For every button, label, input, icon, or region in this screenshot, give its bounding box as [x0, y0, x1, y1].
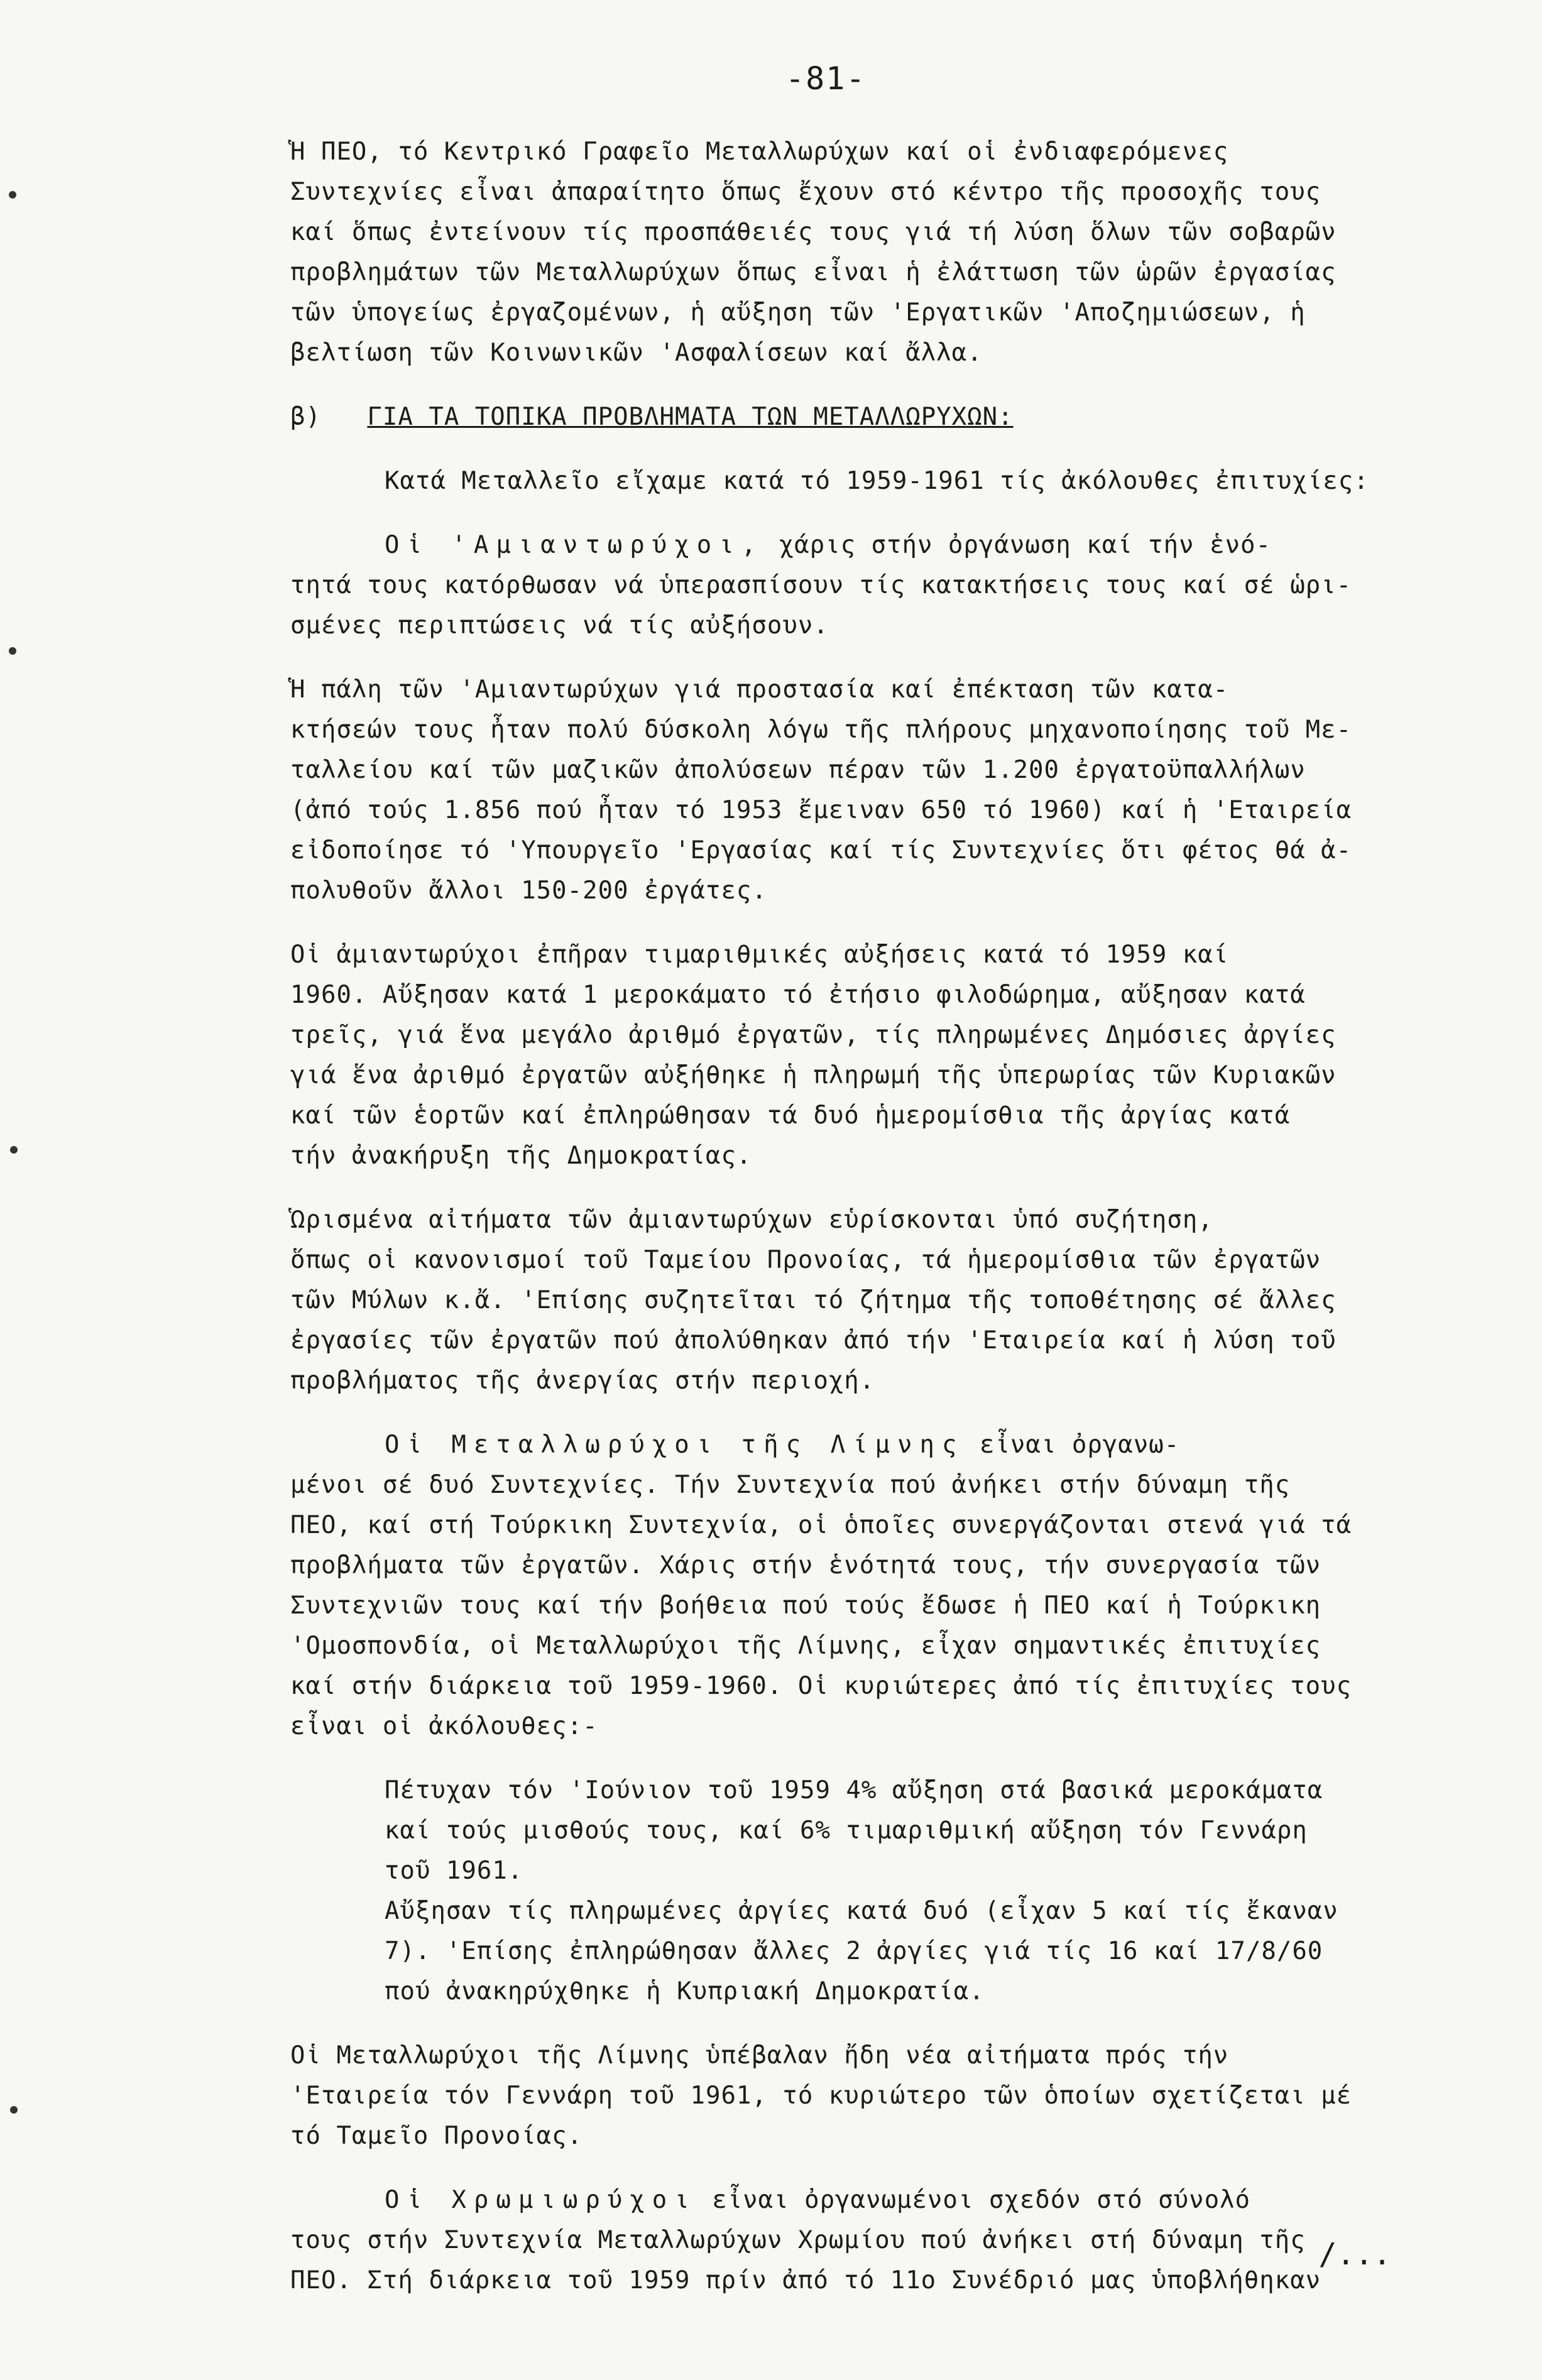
page-number: -81- — [785, 60, 867, 97]
chromium-paragraph-text: εἶναι ὀργανωμένοι σχεδόν στό σύνολό τους στήν Συντεχνία Μεταλλωρύχων Χρωμίου πού ἀνήκει στή δύναμη τῆς ΠΕΟ. Στή διάρκεια τοῦ 1959 πρίν ἀπό τό 11ο Συνέδριό μας ὑποβλήθηκαν — [290, 2186, 1321, 2295]
asbestos-raises-paragraph: Οἱ ἀμιαντωρύχοι ἐπῆραν τιμαριθμικές αὐξήσεις κατά τό 1959 καί 1960. Αὔξησαν κατά 1 μεροκάματο τό ἐτήσιο φιλοδώρημα, αὔξησαν κατά τρεῖς, γιά ἕνα μεγάλο ἀριθμό ἐργατῶν, τίς πληρωμένες Δημόσιες ἀργίες γιά ἕνα ἀριθμό ἐργατῶν αὐξήθηκε ἡ πληρωμή τῆς ὑπερωρίας τῶν Κυριακῶν καί τῶν ἑορτῶν καί ἐπληρώθησαν τά δυό ἡμερομίσθια τῆς ἀργίας κατά τήν ἀνακήρυξη τῆς Δημοκρατίας. — [290, 941, 1337, 1170]
asbestos-pending-paragraph: Ὡρισμένα αἰτήματα τῶν ἀμιαντωρύχων εὑρίσκονται ὑπό συζήτηση, ὅπως οἱ κανονισμοί τοῦ Ταμείου Προνοίας, τά ἡμερομίσθια τῶν ἐργατῶν τῶν Μύλων κ.ἄ. 'Επίσης συζητεῖται τό ζήτημα τῆς τοποθέτησης σέ ἄλλες ἐργασίες τῶν ἐργατῶν πού ἀπολύθηκαν ἀπό τήν 'Εταιρεία καί ἡ λύση τοῦ προβλήματος τῆς ἀνεργίας στήν περιοχή. — [290, 1206, 1337, 1395]
margin-dot — [10, 2106, 18, 2114]
asbestos-group-label: Οἱ 'Αμιαντωρύχοι, — [385, 531, 764, 559]
limni-wins-list: Πέτυχαν τόν 'Ιούνιον τοῦ 1959 4% αὔξηση στά βασικά μεροκάματα καί τούς μισθούς τους, καί 6% τιμαριθμική αὔξηση τόν Γεννάρη τοῦ 1961. Αὔξησαν τίς πληρωμένες ἀργίες κατά δυό (εἶχαν 5 καί τίς ἔκαναν 7). 'Επίσης ἐπληρώθησαν ἄλλες 2 ἀργίες γιά τίς 16 καί 17/8/60 πού ἀνακηρύχθηκε ἡ Κυπριακή Δημοκρατία. — [385, 1776, 1338, 2006]
document-body — [290, 132, 1440, 2325]
asbestos-struggle-paragraph: Ἡ πάλη τῶν 'Αμιαντωρύχων γιά προστασία καί ἐπέκταση τῶν κατα- κτήσεών τους ἦταν πολύ δύσκολη λόγω τῆς πλήρους μηχανοποίησης τοῦ Με- ταλλείου καί τῶν μαζικῶν ἀπολύσεων πέραν τῶν 1.200 ἐργατοϋπαλλήλων (ἀπό τούς 1.856 πού ἦταν τό 1953 ἔμειναν 650 τό 1960) καί ἡ 'Εταιρεία εἰδοποίησε τό 'Υπουργεῖο 'Εργασίας καί τίς Συντεχνίες ὅτι φέτος θά ἀ- πολυθοῦν ἄλλοι 150-200 ἐργάτες. — [290, 675, 1352, 905]
chromium-group-label: Οἱ Χρωμιωρύχοι — [385, 2186, 697, 2214]
mine-intro: Κατά Μεταλλεῖο εἴχαμε κατά τό 1959-1961 τίς ἀκόλουθες ἐπιτυχίες: — [385, 467, 1369, 495]
chromium-paragraph — [290, 2180, 1440, 2301]
section-marker: β) — [290, 403, 321, 431]
section-heading — [290, 397, 1440, 437]
intro-paragraph: Ἡ ΠΕΟ, τό Κεντρικό Γραφεῖο Μεταλλωρύχων καί οἱ ἐνδιαφερόμενες Συντεχνίες εἶναι ἀπαραίτητο ὅπως ἔχουν στό κέντρο τῆς προσοχῆς τους καί ὅπως ἐντείνουν τίς προσπάθειές τους γιά τή λύση ὅλων τῶν σοβαρῶν προβλημάτων τῶν Μεταλλωρύχων ὅπως εἶναι ἡ ἐλάττωση τῶν ὡρῶν ἐργασίας τῶν ὑπογείως ἐργαζομένων, ἡ αὔξηση τῶν 'Εργατικῶν 'Αποζημιώσεων, ἡ βελτίωση τῶν Κοινωνικῶν 'Ασφαλίσεων καί ἄλλα. — [290, 138, 1337, 367]
section-title: ΓΙΑ ΤΑ ΤΟΠΙΚΑ ΠΡΟΒΛΗΜΑΤΑ ΤΩΝ ΜΕΤΑΛΛΩΡΥΧΩΝ: — [367, 403, 1014, 431]
margin-dot — [10, 1146, 18, 1154]
continuation-mark: /... — [1318, 2237, 1391, 2272]
limni-group-label: Οἱ Μεταλλωρύχοι τῆς Λίμνης — [385, 1431, 965, 1459]
asbestos-paragraph — [290, 525, 1440, 646]
limni-paragraph — [290, 1425, 1440, 1747]
limni-demands-paragraph: Οἱ Μεταλλωρύχοι τῆς Λίμνης ὑπέβαλαν ἤδη νέα αἰτήματα πρός τήν 'Εταιρεία τόν Γεννάρη τοῦ 1961, τό κυριώτερο τῶν ὁποίων σχετίζεται μέ τό Ταμεῖο Προνοίας. — [290, 2041, 1352, 2150]
asbestos-paragraph-text: χάρις στήν ὀργάνωση καί τήν ἑνό- τητά τους κατόρθωσαν νά ὑπερασπίσουν τίς κατακτήσεις τους καί σέ ὡρι- σμένες περιπτώσεις νά τίς αὐξήσουν. — [290, 531, 1352, 640]
limni-paragraph-text: εἶναι ὀργανω- μένοι σέ δυό Συντεχνίες. Τήν Συντεχνία πού ἀνήκει στήν δύναμη τῆς ΠΕΟ, καί στή Τούρκικη Συντεχνία, οἱ ὁποῖες συνεργάζονται στενά γιά τά προβλήματα τῶν ἐργατῶν. Χάρις στήν ἑνότητά τους, τήν συνεργασία τῶν Συντεχνιῶν τους καί τήν βοήθεια πού τούς ἔδωσε ἡ ΠΕΟ καί ἡ Τούρκικη 'Ομοσπονδία, οἱ Μεταλλωρύχοι τῆς Λίμνης, εἶχαν σημαντικές ἐπιτυχίες καί στήν διάρκεια τοῦ 1959-1960. Οἱ κυριώτερες ἀπό τίς ἐπιτυχίες τους εἶναι οἱ ἀκόλουθες:- — [290, 1431, 1352, 1740]
margin-dot — [9, 191, 16, 199]
margin-dot — [9, 647, 16, 655]
